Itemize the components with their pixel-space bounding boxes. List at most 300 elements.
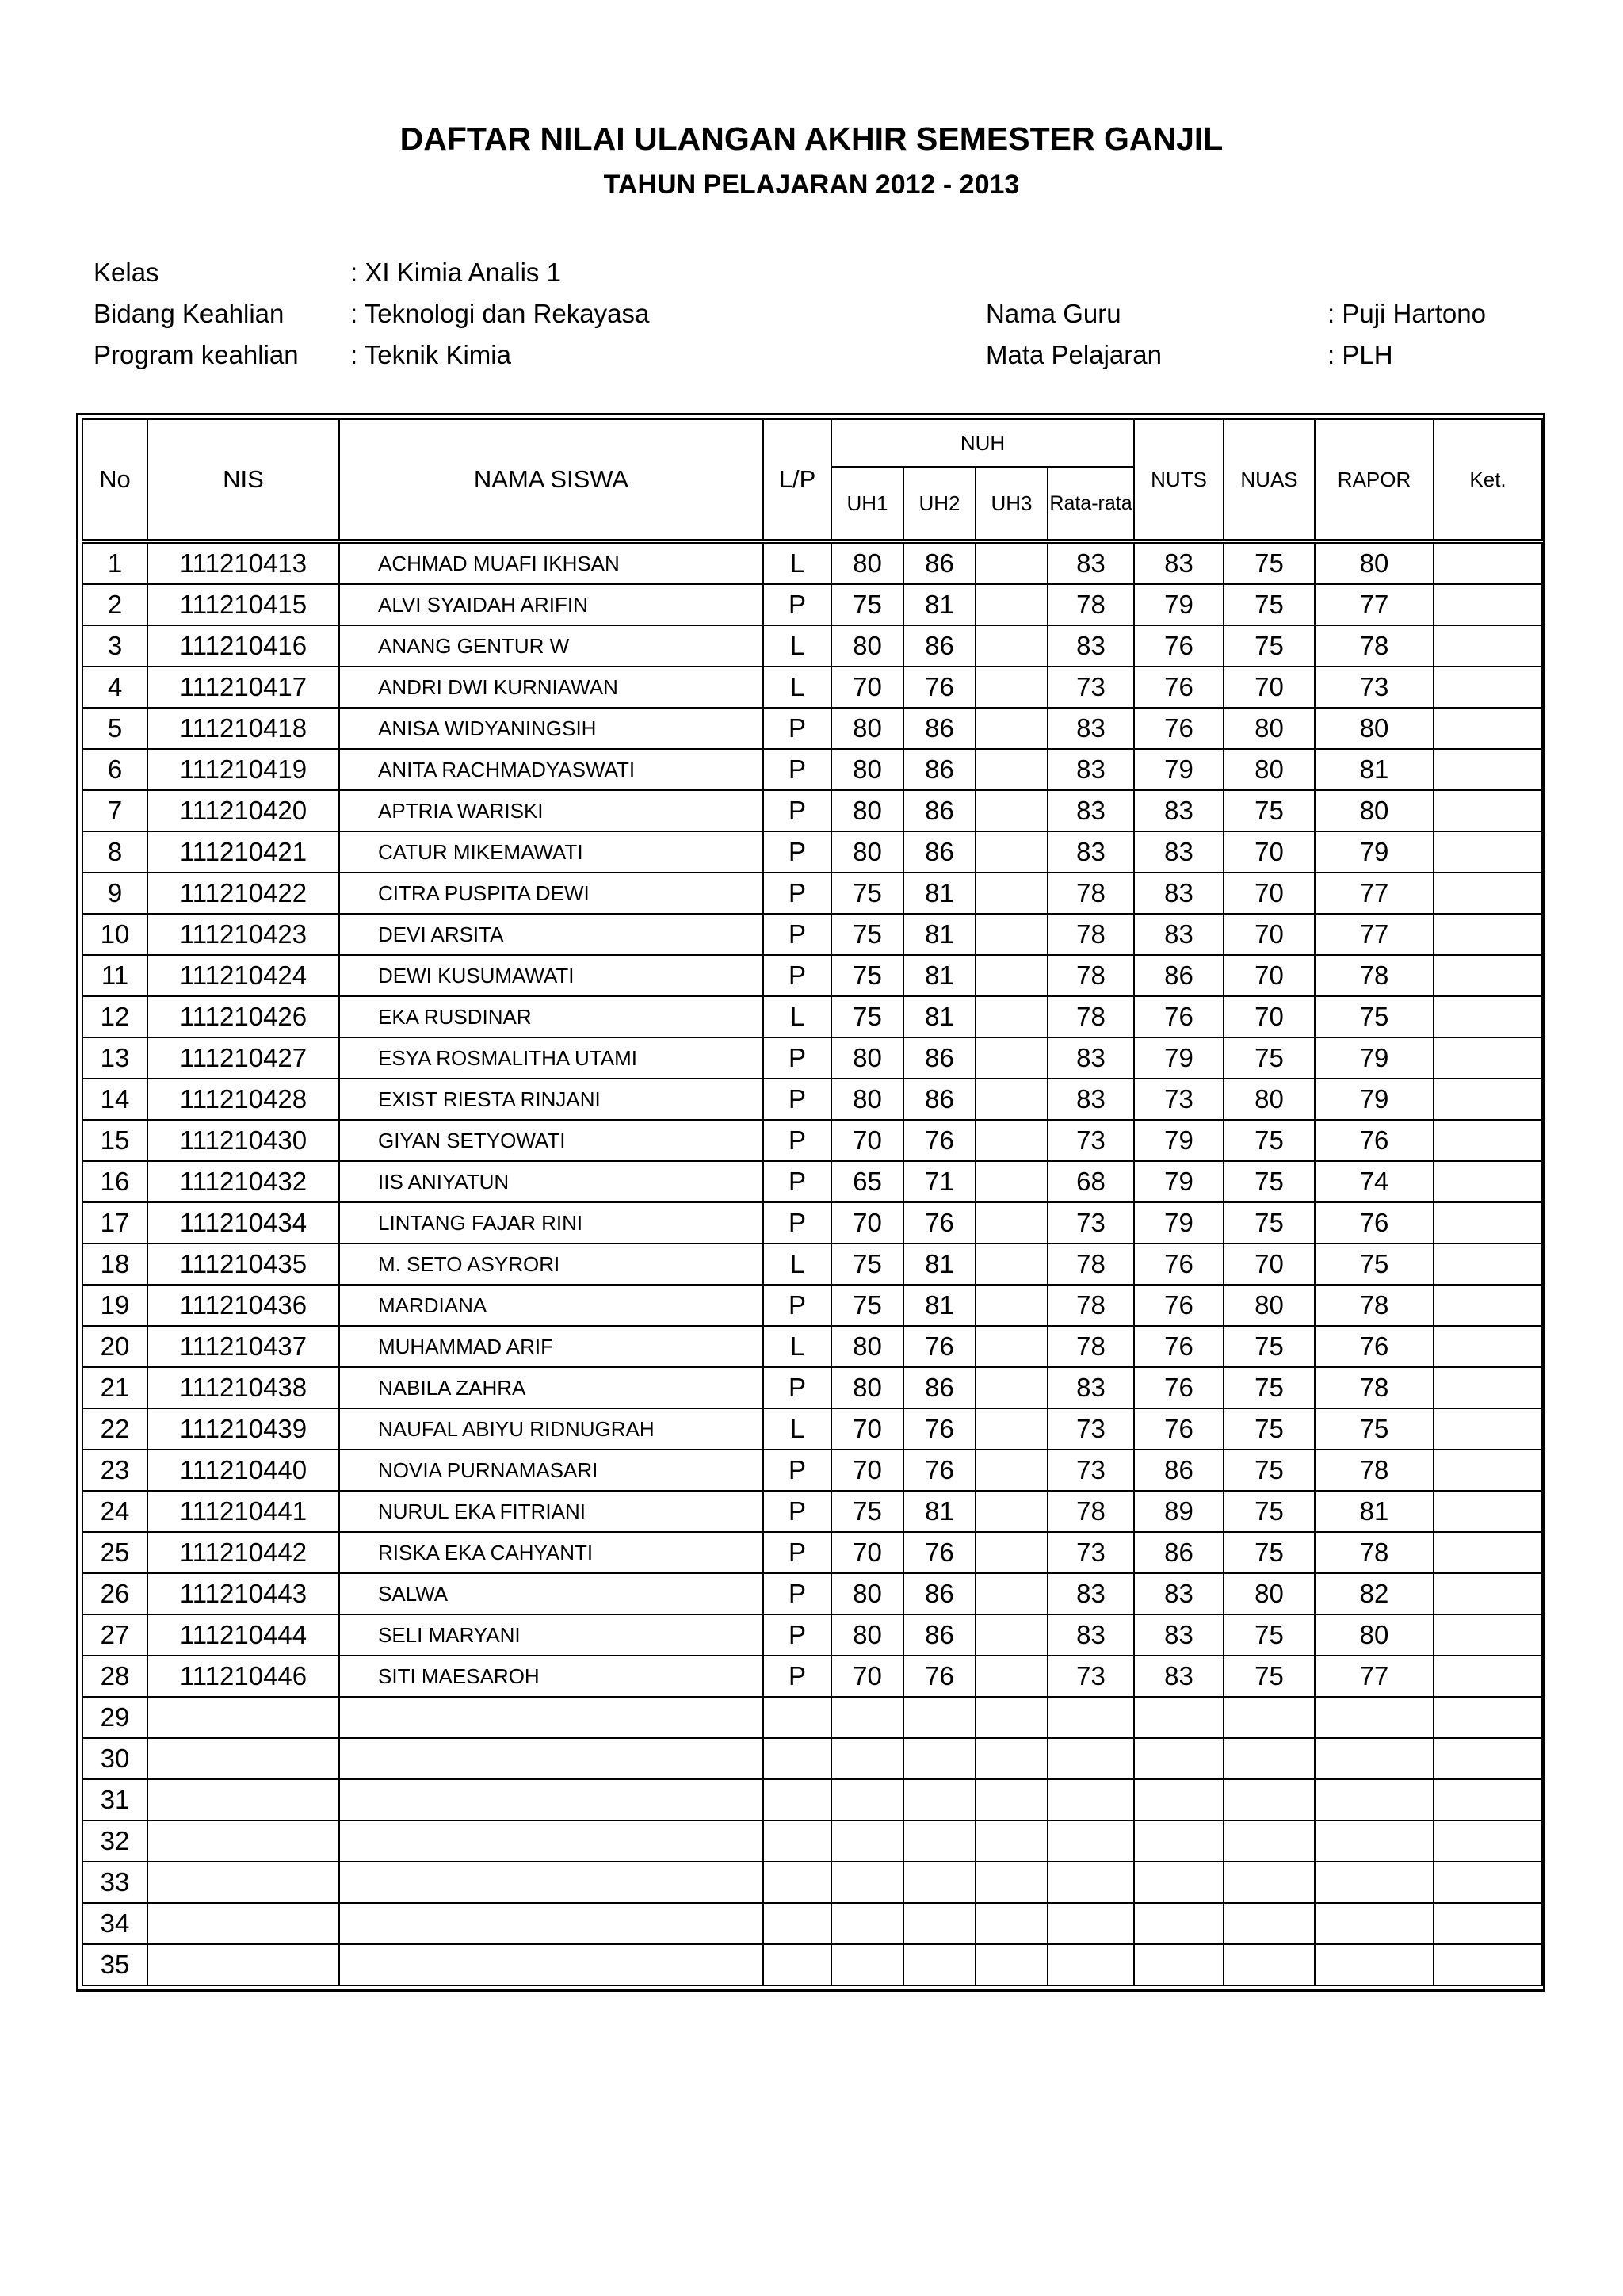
nuas-cell: 75 — [1224, 1037, 1315, 1079]
rapor-cell: 78 — [1315, 1367, 1434, 1408]
ket-cell — [1434, 1120, 1542, 1161]
lp-cell: P — [763, 708, 831, 749]
uh2-cell: 86 — [903, 1079, 976, 1120]
nuts-cell: 76 — [1134, 1408, 1224, 1450]
uh1-cell: 80 — [831, 625, 903, 667]
name-cell — [339, 1862, 763, 1903]
nuas-cell: 80 — [1224, 1079, 1315, 1120]
rata-rata-cell: 73 — [1048, 1202, 1134, 1244]
uh3-cell — [976, 1656, 1048, 1697]
uh3-cell — [976, 1285, 1048, 1326]
rata-rata-cell: 73 — [1048, 1450, 1134, 1491]
no-cell: 24 — [82, 1491, 147, 1532]
name-cell: ALVI SYAIDAH ARIFIN — [339, 584, 763, 625]
nis-cell: 111210423 — [147, 914, 339, 955]
rapor-cell: 73 — [1315, 667, 1434, 708]
rapor-cell — [1315, 1903, 1434, 1944]
nuts-cell: 76 — [1134, 1244, 1224, 1285]
ket-cell — [1434, 749, 1542, 790]
uh2-cell: 76 — [903, 667, 976, 708]
bidang-value: : Teknologi dan Rekayasa — [350, 299, 650, 328]
nuts-cell: 79 — [1134, 749, 1224, 790]
rapor-cell: 81 — [1315, 1491, 1434, 1532]
rapor-cell: 76 — [1315, 1120, 1434, 1161]
nis-cell: 111210434 — [147, 1202, 339, 1244]
lp-cell: P — [763, 1285, 831, 1326]
nis-cell: 111210436 — [147, 1285, 339, 1326]
rata-rata-cell: 78 — [1048, 1244, 1134, 1285]
uh1-cell: 70 — [831, 1656, 903, 1697]
ket-cell — [1434, 1697, 1542, 1738]
uh3-cell — [976, 1491, 1048, 1532]
table-row — [82, 1573, 1542, 1614]
uh1-cell: 80 — [831, 708, 903, 749]
nis-cell: 111210442 — [147, 1532, 339, 1573]
no-cell: 22 — [82, 1408, 147, 1450]
header-rata-rata: Rata-rata — [1048, 467, 1134, 541]
uh1-cell — [831, 1903, 903, 1944]
table-row — [82, 1450, 1542, 1491]
rata-rata-cell: 83 — [1048, 1573, 1134, 1614]
nuts-cell: 79 — [1134, 1037, 1224, 1079]
header-uh1: UH1 — [831, 467, 903, 541]
rapor-cell: 74 — [1315, 1161, 1434, 1202]
rata-rata-cell — [1048, 1820, 1134, 1862]
rata-rata-cell: 73 — [1048, 1120, 1134, 1161]
header-uh3: UH3 — [976, 467, 1048, 541]
lp-cell: L — [763, 1244, 831, 1285]
lp-cell: P — [763, 1079, 831, 1120]
uh2-cell: 86 — [903, 625, 976, 667]
table-row — [82, 1820, 1542, 1862]
nis-cell: 111210438 — [147, 1367, 339, 1408]
no-cell: 31 — [82, 1779, 147, 1820]
rapor-cell: 77 — [1315, 1656, 1434, 1697]
uh1-cell: 80 — [831, 790, 903, 831]
lp-cell: L — [763, 1408, 831, 1450]
header-lp: L/P — [763, 419, 831, 541]
uh2-cell — [903, 1738, 976, 1779]
kelas-label: Kelas — [94, 258, 159, 287]
nuts-cell: 76 — [1134, 625, 1224, 667]
lp-cell: P — [763, 1491, 831, 1532]
uh2-cell: 86 — [903, 541, 976, 584]
lp-cell — [763, 1738, 831, 1779]
nis-cell: 111210446 — [147, 1656, 339, 1697]
nis-cell: 111210417 — [147, 667, 339, 708]
no-cell: 7 — [82, 790, 147, 831]
rata-rata-cell: 73 — [1048, 667, 1134, 708]
ket-cell — [1434, 955, 1542, 996]
rapor-cell: 80 — [1315, 1614, 1434, 1656]
nuts-cell: 76 — [1134, 708, 1224, 749]
teacher-info — [986, 293, 1486, 376]
rapor-cell: 78 — [1315, 955, 1434, 996]
rapor-cell: 79 — [1315, 831, 1434, 873]
rata-rata-cell: 83 — [1048, 749, 1134, 790]
name-cell: LINTANG FAJAR RINI — [339, 1202, 763, 1244]
ket-cell — [1434, 1738, 1542, 1779]
table-row — [82, 667, 1542, 708]
rapor-cell — [1315, 1862, 1434, 1903]
no-cell: 2 — [82, 584, 147, 625]
uh2-cell: 86 — [903, 1367, 976, 1408]
nuas-cell: 80 — [1224, 1573, 1315, 1614]
name-cell: SITI MAESAROH — [339, 1656, 763, 1697]
nuas-cell: 70 — [1224, 873, 1315, 914]
ket-cell — [1434, 1079, 1542, 1120]
rata-rata-cell: 83 — [1048, 790, 1134, 831]
no-cell: 4 — [82, 667, 147, 708]
program-value: : Teknik Kimia — [350, 340, 511, 369]
lp-cell: P — [763, 1161, 831, 1202]
guru-row — [986, 293, 1486, 334]
rapor-cell: 77 — [1315, 584, 1434, 625]
table-row — [82, 1120, 1542, 1161]
nuts-cell — [1134, 1738, 1224, 1779]
uh1-cell: 75 — [831, 1244, 903, 1285]
program-row — [94, 334, 649, 376]
rata-rata-cell: 78 — [1048, 873, 1134, 914]
uh3-cell — [976, 1532, 1048, 1573]
nuas-cell: 75 — [1224, 1450, 1315, 1491]
no-cell: 21 — [82, 1367, 147, 1408]
no-cell: 16 — [82, 1161, 147, 1202]
rata-rata-cell: 83 — [1048, 708, 1134, 749]
nuts-cell — [1134, 1944, 1224, 1985]
lp-cell: P — [763, 749, 831, 790]
nuas-cell: 75 — [1224, 1326, 1315, 1367]
lp-cell: P — [763, 1367, 831, 1408]
rata-rata-cell: 68 — [1048, 1161, 1134, 1202]
rata-rata-cell: 83 — [1048, 625, 1134, 667]
nuts-cell — [1134, 1697, 1224, 1738]
nis-cell — [147, 1820, 339, 1862]
no-cell: 33 — [82, 1862, 147, 1903]
nis-cell: 111210415 — [147, 584, 339, 625]
uh1-cell: 80 — [831, 541, 903, 584]
name-cell: ANITA RACHMADYASWATI — [339, 749, 763, 790]
uh3-cell — [976, 1779, 1048, 1820]
nuas-cell: 75 — [1224, 1161, 1315, 1202]
uh1-cell: 75 — [831, 1491, 903, 1532]
rapor-cell — [1315, 1697, 1434, 1738]
no-cell: 27 — [82, 1614, 147, 1656]
uh1-cell — [831, 1697, 903, 1738]
uh2-cell: 81 — [903, 873, 976, 914]
header-uh2: UH2 — [903, 467, 976, 541]
nuas-cell: 75 — [1224, 541, 1315, 584]
uh2-cell — [903, 1820, 976, 1862]
uh3-cell — [976, 708, 1048, 749]
uh1-cell: 70 — [831, 1450, 903, 1491]
uh2-cell: 81 — [903, 1491, 976, 1532]
nuts-cell: 79 — [1134, 1120, 1224, 1161]
name-cell: SALWA — [339, 1573, 763, 1614]
uh3-cell — [976, 955, 1048, 996]
uh3-cell — [976, 1738, 1048, 1779]
ket-cell — [1434, 1614, 1542, 1656]
lp-cell: P — [763, 790, 831, 831]
ket-cell — [1434, 790, 1542, 831]
ket-cell — [1434, 1408, 1542, 1450]
nuts-cell: 83 — [1134, 914, 1224, 955]
table-row — [82, 1326, 1542, 1367]
uh2-cell: 81 — [903, 996, 976, 1037]
lp-cell: P — [763, 955, 831, 996]
no-cell: 3 — [82, 625, 147, 667]
nuas-cell: 75 — [1224, 1120, 1315, 1161]
rapor-cell — [1315, 1820, 1434, 1862]
rata-rata-cell — [1048, 1903, 1134, 1944]
lp-cell — [763, 1944, 831, 1985]
ket-cell — [1434, 1202, 1542, 1244]
uh1-cell: 80 — [831, 1614, 903, 1656]
uh1-cell: 75 — [831, 996, 903, 1037]
no-cell: 29 — [82, 1697, 147, 1738]
lp-cell — [763, 1903, 831, 1944]
rata-rata-cell: 78 — [1048, 1491, 1134, 1532]
table-row — [82, 955, 1542, 996]
uh2-cell: 81 — [903, 914, 976, 955]
name-cell: IIS ANIYATUN — [339, 1161, 763, 1202]
rapor-cell: 75 — [1315, 1408, 1434, 1450]
bidang-label: Bidang Keahlian — [94, 299, 285, 328]
no-cell: 15 — [82, 1120, 147, 1161]
ket-cell — [1434, 625, 1542, 667]
no-cell: 6 — [82, 749, 147, 790]
nuas-cell: 80 — [1224, 1285, 1315, 1326]
name-cell: ACHMAD MUAFI IKHSAN — [339, 541, 763, 584]
rapor-cell: 78 — [1315, 625, 1434, 667]
lp-cell: L — [763, 625, 831, 667]
uh2-cell: 86 — [903, 749, 976, 790]
uh3-cell — [976, 873, 1048, 914]
mapel-label: Mata Pelajaran — [986, 340, 1162, 369]
uh1-cell: 80 — [831, 831, 903, 873]
nuts-cell: 83 — [1134, 831, 1224, 873]
uh1-cell: 75 — [831, 873, 903, 914]
no-cell: 12 — [82, 996, 147, 1037]
uh3-cell — [976, 1202, 1048, 1244]
rapor-cell: 80 — [1315, 708, 1434, 749]
nuts-cell: 83 — [1134, 1573, 1224, 1614]
lp-cell: L — [763, 667, 831, 708]
kelas-value: : XI Kimia Analis 1 — [350, 258, 561, 287]
nuts-cell — [1134, 1820, 1224, 1862]
rapor-cell: 78 — [1315, 1285, 1434, 1326]
rata-rata-cell — [1048, 1697, 1134, 1738]
uh1-cell: 80 — [831, 1079, 903, 1120]
uh2-cell: 81 — [903, 1244, 976, 1285]
uh2-cell — [903, 1697, 976, 1738]
guru-label: Nama Guru — [986, 299, 1121, 328]
nis-cell: 111210413 — [147, 541, 339, 584]
ket-cell — [1434, 831, 1542, 873]
table-row — [82, 1037, 1542, 1079]
nuts-cell: 86 — [1134, 1450, 1224, 1491]
nuts-cell — [1134, 1903, 1224, 1944]
uh3-cell — [976, 1903, 1048, 1944]
uh1-cell: 65 — [831, 1161, 903, 1202]
rata-rata-cell: 83 — [1048, 1037, 1134, 1079]
nuas-cell: 70 — [1224, 831, 1315, 873]
ket-cell — [1434, 1820, 1542, 1862]
ket-cell — [1434, 1656, 1542, 1697]
header-nama-siswa: NAMA SISWA — [339, 419, 763, 541]
name-cell: NABILA ZAHRA — [339, 1367, 763, 1408]
name-cell: EKA RUSDINAR — [339, 996, 763, 1037]
table-row — [82, 1408, 1542, 1450]
rata-rata-cell: 83 — [1048, 1367, 1134, 1408]
table-row — [82, 1738, 1542, 1779]
uh3-cell — [976, 667, 1048, 708]
no-cell: 23 — [82, 1450, 147, 1491]
name-cell: DEWI KUSUMAWATI — [339, 955, 763, 996]
lp-cell: P — [763, 1202, 831, 1244]
no-cell: 26 — [82, 1573, 147, 1614]
ket-cell — [1434, 1244, 1542, 1285]
grade-table — [82, 418, 1543, 1986]
nuas-cell: 80 — [1224, 708, 1315, 749]
nuts-cell: 79 — [1134, 1161, 1224, 1202]
nuts-cell: 76 — [1134, 1285, 1224, 1326]
rapor-cell — [1315, 1738, 1434, 1779]
nis-cell: 111210440 — [147, 1450, 339, 1491]
table-row — [82, 1491, 1542, 1532]
nis-cell: 111210421 — [147, 831, 339, 873]
nuas-cell: 70 — [1224, 914, 1315, 955]
name-cell — [339, 1779, 763, 1820]
nis-cell: 111210420 — [147, 790, 339, 831]
lp-cell: P — [763, 1573, 831, 1614]
nuts-cell: 79 — [1134, 1202, 1224, 1244]
table-row — [82, 996, 1542, 1037]
nuts-cell: 76 — [1134, 667, 1224, 708]
nuas-cell: 70 — [1224, 996, 1315, 1037]
rata-rata-cell — [1048, 1862, 1134, 1903]
lp-cell: P — [763, 914, 831, 955]
program-label: Program keahlian — [94, 340, 299, 369]
uh2-cell — [903, 1903, 976, 1944]
table-row — [82, 1903, 1542, 1944]
nuas-cell: 70 — [1224, 667, 1315, 708]
name-cell: MUHAMMAD ARIF — [339, 1326, 763, 1367]
nis-cell — [147, 1779, 339, 1820]
grade-table-frame — [76, 413, 1545, 1992]
nis-cell — [147, 1862, 339, 1903]
nuas-cell: 75 — [1224, 625, 1315, 667]
ket-cell — [1434, 541, 1542, 584]
table-row — [82, 1656, 1542, 1697]
nuas-cell: 70 — [1224, 955, 1315, 996]
uh1-cell — [831, 1820, 903, 1862]
ket-cell — [1434, 1903, 1542, 1944]
uh2-cell: 81 — [903, 1285, 976, 1326]
table-row — [82, 1367, 1542, 1408]
rapor-cell: 77 — [1315, 873, 1434, 914]
rata-rata-cell: 78 — [1048, 584, 1134, 625]
no-cell: 35 — [82, 1944, 147, 1985]
no-cell: 9 — [82, 873, 147, 914]
no-cell: 17 — [82, 1202, 147, 1244]
nuts-cell: 83 — [1134, 541, 1224, 584]
nis-cell: 111210435 — [147, 1244, 339, 1285]
uh3-cell — [976, 790, 1048, 831]
nuts-cell: 83 — [1134, 873, 1224, 914]
nuts-cell: 73 — [1134, 1079, 1224, 1120]
no-cell: 8 — [82, 831, 147, 873]
uh3-cell — [976, 584, 1048, 625]
header-nis: NIS — [147, 419, 339, 541]
uh2-cell: 86 — [903, 1037, 976, 1079]
ket-cell — [1434, 914, 1542, 955]
name-cell — [339, 1903, 763, 1944]
grade-rows — [82, 541, 1542, 1985]
class-info — [94, 252, 649, 376]
table-row — [82, 541, 1542, 584]
nuas-cell: 75 — [1224, 1202, 1315, 1244]
uh2-cell: 86 — [903, 708, 976, 749]
ket-cell — [1434, 667, 1542, 708]
table-row — [82, 1779, 1542, 1820]
uh3-cell — [976, 625, 1048, 667]
nuts-cell — [1134, 1779, 1224, 1820]
no-cell: 13 — [82, 1037, 147, 1079]
table-row — [82, 1862, 1542, 1903]
uh2-cell: 86 — [903, 790, 976, 831]
rata-rata-cell: 78 — [1048, 996, 1134, 1037]
uh2-cell: 76 — [903, 1656, 976, 1697]
nuas-cell — [1224, 1944, 1315, 1985]
rapor-cell: 78 — [1315, 1532, 1434, 1573]
uh3-cell — [976, 1161, 1048, 1202]
rapor-cell: 75 — [1315, 1244, 1434, 1285]
name-cell: ESYA ROSMALITHA UTAMI — [339, 1037, 763, 1079]
nis-cell: 111210444 — [147, 1614, 339, 1656]
uh3-cell — [976, 1614, 1048, 1656]
table-row — [82, 1244, 1542, 1285]
uh1-cell — [831, 1944, 903, 1985]
ket-cell — [1434, 1367, 1542, 1408]
nuts-cell: 83 — [1134, 1614, 1224, 1656]
uh1-cell: 75 — [831, 584, 903, 625]
nuts-cell: 76 — [1134, 1367, 1224, 1408]
no-cell: 19 — [82, 1285, 147, 1326]
uh2-cell: 76 — [903, 1532, 976, 1573]
uh1-cell: 75 — [831, 1285, 903, 1326]
lp-cell: P — [763, 584, 831, 625]
uh1-cell: 80 — [831, 1037, 903, 1079]
mapel-row — [986, 334, 1486, 376]
uh3-cell — [976, 1120, 1048, 1161]
nuas-cell — [1224, 1779, 1315, 1820]
uh3-cell — [976, 1697, 1048, 1738]
lp-cell — [763, 1862, 831, 1903]
header-nuh: NUH — [831, 419, 1134, 467]
rapor-cell: 76 — [1315, 1326, 1434, 1367]
name-cell: NAUFAL ABIYU RIDNUGRAH — [339, 1408, 763, 1450]
uh3-cell — [976, 914, 1048, 955]
no-cell: 1 — [82, 541, 147, 584]
rata-rata-cell — [1048, 1944, 1134, 1985]
nuas-cell: 75 — [1224, 1614, 1315, 1656]
rapor-cell: 80 — [1315, 541, 1434, 584]
name-cell: NURUL EKA FITRIANI — [339, 1491, 763, 1532]
rapor-cell — [1315, 1944, 1434, 1985]
header-rapor: RAPOR — [1315, 419, 1434, 541]
name-cell: EXIST RIESTA RINJANI — [339, 1079, 763, 1120]
